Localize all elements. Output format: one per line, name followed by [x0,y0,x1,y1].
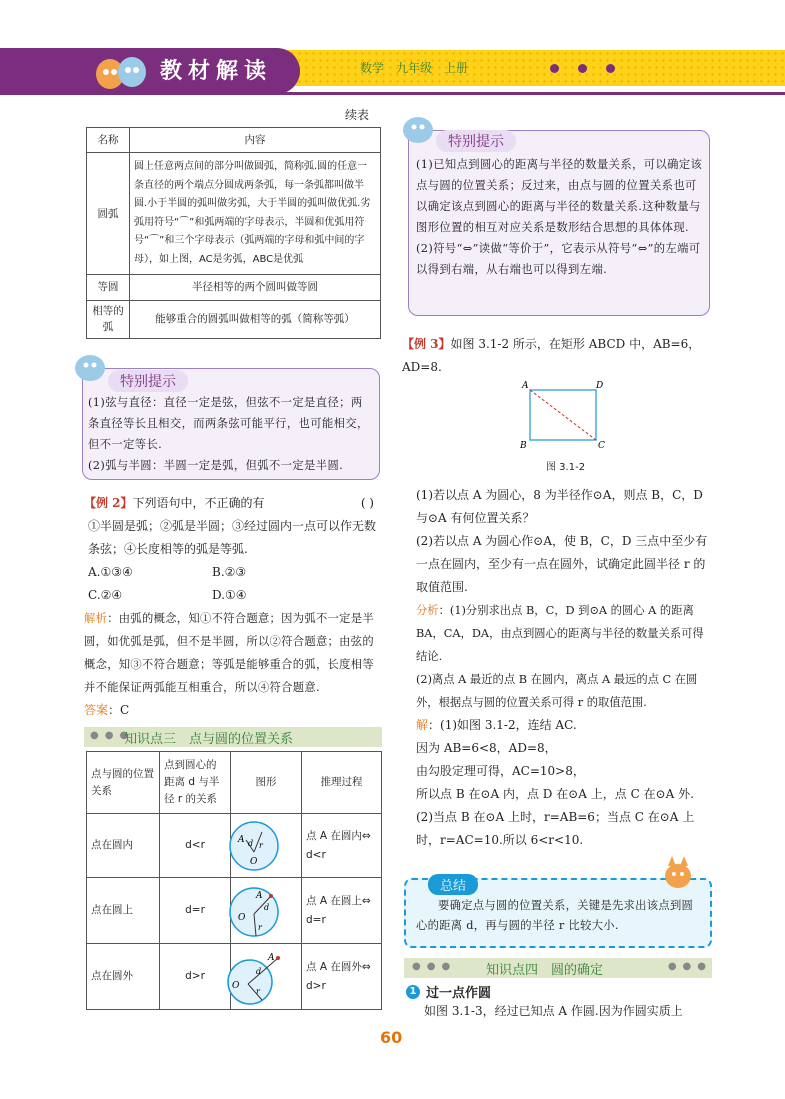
example-question: 下列语句中，不正确的有 [132,496,265,510]
subheading-title: 过一点作圆 [426,986,492,1001]
header-dot [606,64,615,73]
row-content: 半径相等的两个圆叫做等圆 [130,275,381,300]
analysis-text: ：(1)分别求出点 B，C，D 到⊙A 的圆心 A 的距离 BA，CA，DA，由点到圆心的距离与半径的数量关系可得结论. [416,604,704,663]
figure-caption: 图 3.1-2 [546,462,586,473]
subject: 数学 [360,61,385,75]
solution-line: 因为 AB=6<8，AD=8， [416,741,557,755]
row-name: 相等的弧 [87,300,130,339]
example-label: 【例 3】 [402,337,451,351]
subheading [406,982,491,1001]
proof-cell: 点 A 在圆上⇔ d=r [302,878,382,944]
solution-line: 所以点 B 在⊙A 内，点 D 在⊙A 上，点 C 在⊙A 外. [416,787,694,801]
fig-letter: B [520,441,527,451]
relation-cell: 点在圆外 [87,944,160,1010]
option-a: A.①③④ [88,565,133,579]
section-title: 知识点三 点与圆的位置关系 [124,732,294,747]
fig-letter: D [596,381,604,391]
elephant-icon [72,352,108,384]
fig-label-a: A [256,891,263,901]
relation-cell: 点在圆内 [87,814,160,878]
row-content: 能够重合的圆弧叫做相等的弧（简称等弧） [130,300,381,339]
grade: 九年级 [396,61,433,75]
header-subtitle [360,59,480,76]
row-name: 等圆 [87,275,130,300]
point-inside-figure [226,818,282,874]
body-text: 如图 3.1-3，经过已知点 A 作圆.因为作圆实质上 [424,1004,683,1018]
example-question: 如图 3.1-2 所示，在矩形 ABCD 中，AB=6，AD=8. [402,337,701,374]
row-name: 圆弧 [87,153,130,275]
answer-bracket: ( ) [360,496,374,510]
fig-label-r: r [256,987,260,996]
option-b: B.②③ [212,565,247,579]
header-dot [550,64,559,73]
bar-dots: ●●● [412,961,457,972]
bar-dots: ●●● [90,730,135,741]
answer-text: ：C [108,703,130,717]
table-caption: 续表 [345,108,370,122]
section-title: 知识点四 圆的确定 [486,963,604,978]
cond-cell: d>r [160,944,231,1010]
tip-line: (1)弦与直径：直径一定是弦，但弦不一定是直径；两条直径等长且相交，而两条弦可能平行，也可能相交，但不一定等长. [88,396,369,451]
fig-label-d: d [264,903,270,912]
option-c: C.②④ [88,588,123,602]
question-2: (2)若以点 A 为圆心作⊙A，使 B，C，D 三点中至少有一点在圆内，至少有一点在圆外，试确定此圆半径 r 的取值范围. [416,534,708,594]
analysis-text: (2)离点 A 最近的点 B 在圆内，离点 A 最远的点 C 在圆外，根据点与圆的位置关系可得 r 的取值范围. [416,673,698,709]
solution-line: (2)当点 B 在⊙A 上时，r=AB=6；当点 C 在⊙A 上时，r=AC=10.所以 6<r<10. [416,810,695,847]
summary-title: 总结 [428,874,478,895]
arc-definition-table [86,127,381,339]
bar-dots: ●●● [667,961,712,972]
answer-label: 答案 [84,703,109,717]
col-header: 点与圆的位置关系 [87,752,160,814]
fig-letter: C [598,441,605,451]
col-header: 推理过程 [302,752,382,814]
row-content: 圆上任意两点间的部分叫做圆弧，简称弧.圆的任意一条直径的两个端点分圆成两条弧，每一条弧都叫做半圆.小于半圆的弧叫做劣弧，大于半圆的弧叫做优弧.劣弧用符号“⌒”和弧两端的字母表示，半圆和优弧用符号“⌒”和三个字母表示（弧两端的字母和弧中间的字母），如上图，AC是劣弧，ABC是优弧 [130,153,381,275]
summary-text: 要确定点与圆的位置关系，关键是先求出该点到圆心的距离 d，再与圆的半径 r 比较大小. [416,899,694,932]
section-bar [84,727,382,747]
fig-label-d: d [248,839,254,848]
proof-cell: 点 A 在圆内⇔ d<r [302,814,382,878]
fig-label-o: O [238,913,246,923]
fig-label-o: O [250,857,258,867]
proof-cell: 点 A 在圆外⇔ d>r [302,944,382,1010]
analysis-text: ：由弧的概念，知①不符合题意；因为弧不一定是半圆，如优弧是弧，但不是半圆，所以②符合题意；由弦的概念，知③不符合题意；等弧是能够重合的弧，长度相等并不能保证两弧能互相重合，所以④符合题意. [84,612,374,694]
solution-label: 解 [416,718,429,732]
number-badge: 1 [406,985,420,999]
header-yellow-band [268,50,785,86]
special-tip-text [88,392,372,476]
fig-label-r: r [259,841,263,850]
fig-label-r: r [258,923,262,932]
page-number: 60 [380,1028,403,1047]
tip-line: (1)已知点到圆心的距离与半径的数量关系，可以确定该点与圆的位置关系；反过来，由点与圆的位置关系也可以确定该点到圆心的距离与半径的数量关系.这种数量与图形位置的相互对应关系是数形结合思想的具体体现. [416,158,703,234]
special-tip-title: 特别提示 [436,130,516,152]
tip-line: (2)弧与半圆：半圆一定是弧，但弧不一定是半圆. [88,459,344,472]
fig-label-d: d [256,967,262,976]
example-statement: ①半圆是弧；②弧是半圆；③经过圆内一点可以作无数条弦；④长度相等的弧是等弧. [88,519,377,556]
col-header: 点到圆心的距离 d 与半径 r 的关系 [160,752,231,814]
example-2 [84,492,382,722]
point-outside-figure [222,950,286,1010]
question-1: (1)若以点 A 为圆心，8 为半径作⊙A，则点 B，C，D 与⊙A 有何位置关系？ [416,488,703,525]
page-header [0,48,785,98]
fig-label-o: O [232,981,240,991]
special-tip-text [416,154,704,280]
fig-letter: A [522,381,529,391]
example-3-question [402,333,712,379]
elephant-icon [400,114,436,146]
point-on-figure [226,884,282,940]
analysis-label: 解析 [84,612,108,625]
header-dot [578,64,587,73]
solution-line: 由勾股定理可得，AC=10>8， [416,764,585,778]
fig-label-a: A [268,953,275,963]
col-header-content: 内容 [130,128,381,153]
example-label: 【例 2】 [84,496,133,510]
analysis-label: 分析 [416,604,439,617]
fox-mascot-icon [658,856,698,890]
rectangle-figure [516,376,612,452]
relation-cell: 点在圆上 [87,878,160,944]
cond-cell: d<r [160,814,231,878]
volume: 上册 [444,61,469,75]
tip-line: (2)符号“⇔”读做“等价于”，它表示从符号“⇔”的左端可以得到右端，从右端也可以得到左端. [416,242,701,276]
col-header: 图形 [231,752,302,814]
cond-cell: d=r [160,878,231,944]
mascot-icon [92,48,148,94]
solution-line: ：(1)如图 3.1-2，连结 AC. [428,718,577,732]
special-tip-title: 特别提示 [108,370,188,392]
section-bar [404,958,712,978]
fig-label-a: A [238,835,245,845]
header-title: 教材解读 [160,59,273,84]
col-header-name: 名称 [87,128,130,153]
header-rule [0,92,785,95]
option-d: D.①④ [212,588,247,602]
example-3-body [416,484,712,852]
